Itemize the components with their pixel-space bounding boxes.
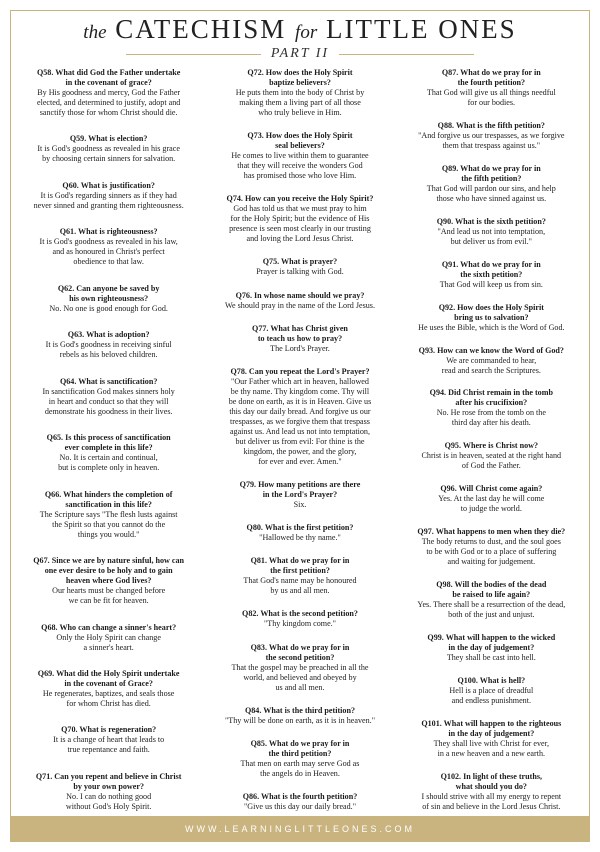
- catechism-item: [401, 68, 582, 108]
- answer-text: We are commanded to hear, read and search the Scriptures.: [441, 355, 541, 375]
- catechism-item: [401, 260, 582, 290]
- question-text: Q82. What is the second petition?: [242, 609, 358, 619]
- catechism-item: [18, 377, 199, 417]
- catechism-item: [401, 633, 582, 663]
- question-text: Q84. What is the third petition?: [244, 705, 355, 715]
- column-1: [18, 68, 199, 812]
- catechism-item: [401, 527, 582, 567]
- title-prefix: the: [83, 22, 107, 43]
- question-text: Q59. What is election?: [69, 134, 148, 144]
- question-text: Q61. What is righteousness?: [59, 227, 158, 237]
- catechism-item: [18, 556, 199, 606]
- answer-text: That God will give us all things needful for our bodies.: [426, 88, 556, 107]
- question-text: Q93. How can we know the Word of God?: [418, 345, 564, 355]
- answer-text: That men on earth may serve God as the angels do in Heaven.: [240, 758, 360, 778]
- catechism-item: [18, 669, 199, 709]
- catechism-item: [209, 257, 390, 277]
- question-text: Q101. What will happen to the righteous in the day of judgement?: [421, 718, 562, 738]
- answer-text: "Thy will be done on earth, as it is in heaven.": [224, 715, 375, 725]
- question-text: Q99. What will happen to the wicked in the day of judgement?: [427, 633, 556, 653]
- title-mid: for: [295, 22, 318, 43]
- question-text: Q96. Will Christ come again?: [440, 484, 543, 494]
- answer-text: It is God's goodness as revealed in his grace by choosing certain sinners for salvation.: [37, 144, 180, 164]
- answer-text: It is a change of heart that leads to true repentance and faith.: [53, 735, 165, 755]
- answer-text: It is God's goodness in receiving sinful rebels as his beloved children.: [45, 340, 172, 360]
- question-text: Q60. What is justification?: [62, 180, 155, 190]
- answer-text: That God will pardon our sins, and help those who have sinned against us.: [426, 183, 556, 203]
- answer-text: That God will keep us from sin.: [439, 279, 543, 289]
- answer-text: Yes. At the last day he will come to judge the world.: [438, 494, 545, 514]
- question-text: Q58. What did God the Father undertake in the covenant of grace?: [36, 68, 181, 87]
- answer-text: They shall be cast into hell.: [446, 653, 536, 663]
- answer-text: Hell is a place of dreadful and endless punishment.: [449, 685, 534, 705]
- catechism-item: [401, 164, 582, 204]
- answer-text: "And forgive us our trespasses, as we forgive them that trespass against us.": [418, 130, 565, 150]
- question-text: Q69. What did the Holy Spirit undertake in the covenant of Grace?: [37, 668, 180, 688]
- catechism-item: [209, 523, 390, 543]
- question-text: Q97. What happens to men when they die?: [417, 527, 566, 537]
- question-text: Q94. Did Christ remain in the tomb after his crucifixion?: [429, 388, 553, 408]
- catechism-item: [209, 643, 390, 693]
- catechism-item: [18, 433, 199, 473]
- answer-text: That the gospel may be preached in all the world, and believed and obeyed by us and all men.: [231, 662, 369, 692]
- answer-text: He uses the Bible, which is the Word of God.: [418, 322, 565, 332]
- catechism-columns: [18, 68, 582, 812]
- catechism-item: [18, 490, 199, 540]
- column-3: [401, 68, 582, 812]
- answer-text: No. It is certain and continual, but is complete only in heaven.: [58, 453, 160, 473]
- column-2: [209, 68, 390, 812]
- answer-text: The Lord's Prayer.: [270, 343, 330, 353]
- question-text: Q78. Can you repeat the Lord's Prayer?: [230, 366, 370, 376]
- question-text: Q66. What hinders the completion of sanctification in this life?: [44, 489, 173, 509]
- catechism-item: [18, 227, 199, 267]
- page-header: [0, 14, 600, 62]
- question-text: Q72. How does the Holy Spirit baptize believers?: [247, 68, 353, 87]
- catechism-item: [18, 68, 199, 118]
- answer-text: That God's name may be honoured by us and all men.: [243, 576, 357, 596]
- answer-text: By His goodness and mercy, God the Father elected, and determined to justify, adopt and sanctify those for whom Christ should die.: [37, 88, 181, 117]
- catechism-item: [18, 284, 199, 314]
- question-text: Q67. Since we are by nature sinful, how can one ever desire to be holy and to gain heaven where God lives?: [33, 556, 185, 586]
- question-text: Q90. What is the sixth petition?: [436, 216, 546, 226]
- question-text: Q100. What is hell?: [457, 675, 526, 685]
- catechism-item: [209, 68, 390, 118]
- page-subtitle: PART II: [270, 46, 330, 61]
- catechism-item: [18, 134, 199, 164]
- catechism-item: [209, 291, 390, 311]
- catechism-item: [401, 121, 582, 151]
- question-text: Q74. How can you receive the Holy Spirit?: [226, 194, 374, 204]
- footer-url[interactable]: WWW.LEARNINGLITTLEONES.COM: [184, 824, 415, 834]
- catechism-item: [209, 706, 390, 726]
- question-text: Q65. Is this process of sanctification ever complete in this life?: [46, 433, 171, 453]
- answer-text: Yes. There shall be a resurrection of the dead, both of the just and unjust.: [417, 600, 566, 620]
- question-text: Q73. How does the Holy Spirit seal believers?: [247, 131, 353, 151]
- question-text: Q95. Where is Christ now?: [444, 441, 539, 451]
- catechism-item: [18, 772, 199, 812]
- answer-text: Our hearts must be changed before we can be fit for heaven.: [52, 586, 166, 606]
- answer-text: I should strive with all my energy to repent of sin and believe in the Lord Jesus Christ.: [421, 791, 562, 811]
- question-text: Q92. How does the Holy Spirit bring us to salvation?: [438, 302, 544, 322]
- answer-text: The body returns to dust, and the soul goes to be with God or to a place of suffering and waiting for judgement.: [421, 537, 561, 567]
- catechism-item: [209, 480, 390, 510]
- catechism-item: [401, 217, 582, 247]
- answer-text: Six.: [293, 499, 307, 509]
- question-text: Q80. What is the first petition?: [246, 523, 354, 533]
- answer-text: Christ is in heaven, seated at the right hand of God the Father.: [421, 451, 562, 471]
- catechism-item: [209, 324, 390, 354]
- question-text: Q87. What do we pray for in the fourth petition?: [441, 68, 541, 87]
- catechism-item: [18, 623, 199, 653]
- answer-text: It is God's regarding sinners as if they had never sinned and granting them righteousness.: [33, 190, 184, 210]
- catechism-item: [401, 580, 582, 620]
- answer-text: They shall live with Christ for ever, in a new heaven and a new earth.: [433, 738, 550, 758]
- answer-text: God has told us that we must pray to him for the Holy Spirit; but the evidence of His presence is seen most clearly in our trusting and loving the Lord Jesus Christ.: [229, 204, 371, 244]
- catechism-item: [401, 772, 582, 812]
- answer-text: Only the Holy Spirit can change a sinner's heart.: [56, 632, 161, 652]
- answer-text: We should pray in the name of the Lord Jesus.: [225, 300, 375, 310]
- answer-text: It is God's goodness as revealed in his law, and as honoured in Christ's perfect obedience to that law.: [39, 237, 178, 267]
- catechism-item: [209, 367, 390, 467]
- question-text: Q64. What is sanctification?: [59, 376, 158, 386]
- subtitle-rule-left: [126, 54, 261, 55]
- catechism-item: [209, 131, 390, 181]
- question-text: Q79. How many petitions are there in the Lord's Prayer?: [239, 479, 361, 499]
- question-text: Q76. In whose name should we pray?: [235, 290, 365, 300]
- question-text: Q83. What do we pray for in the second petition?: [250, 642, 350, 662]
- question-text: Q98. Will the bodies of the dead be raised to life again?: [436, 580, 547, 600]
- answer-text: No. He rose from the tomb on the third day after his death.: [436, 408, 546, 428]
- answer-text: He puts them into the body of Christ by making them a living part of all those who truly believe in Him.: [235, 88, 365, 117]
- title-word-little-ones: LITTLE ONES: [325, 14, 517, 44]
- catechism-item: [209, 739, 390, 779]
- question-text: Q91. What do we pray for in the sixth petition?: [441, 259, 541, 279]
- answer-text: He regenerates, baptizes, and seals those for whom Christ has died.: [42, 688, 175, 708]
- question-text: Q77. What has Christ given to teach us how to pray?: [252, 323, 348, 343]
- catechism-item: [401, 388, 582, 428]
- question-text: Q81. What do we pray for in the first petition?: [250, 556, 350, 576]
- question-text: Q75. What is prayer?: [262, 257, 338, 267]
- catechism-item: [401, 303, 582, 333]
- question-text: Q68. Who can change a sinner's heart?: [41, 622, 177, 632]
- answer-text: He comes to live within them to guarantee that they will receive the wonders God has promised those who love Him.: [231, 151, 369, 181]
- catechism-item: [209, 194, 390, 244]
- catechism-item: [18, 330, 199, 360]
- catechism-item: [401, 676, 582, 706]
- question-text: Q85. What do we pray for in the third petition?: [250, 738, 350, 758]
- answer-text: In sanctification God makes sinners holy in heart and conduct so that they will demonstrate his goodness in their lives.: [42, 386, 175, 416]
- question-text: Q88. What is the fifth petition?: [437, 120, 545, 130]
- catechism-item: [209, 556, 390, 596]
- answer-text: Prayer is talking with God.: [256, 267, 344, 277]
- question-text: Q89. What do we pray for in the fifth petition?: [441, 163, 541, 183]
- question-text: Q102. In light of these truths, what should you do?: [440, 771, 543, 791]
- catechism-item: [209, 609, 390, 629]
- question-text: Q62. Can anyone be saved by his own righteousness?: [57, 283, 160, 303]
- question-text: Q63. What is adoption?: [67, 330, 150, 340]
- answer-text: "And lead us not into temptation, but deliver us from evil.": [437, 226, 546, 246]
- question-text: Q70. What is regeneration?: [61, 725, 157, 735]
- catechism-item: [209, 792, 390, 812]
- page-title: [0, 14, 600, 45]
- answer-text: The Scripture says "The flesh lusts against the Spirit so that you cannot do the things you would.": [39, 509, 178, 539]
- answer-text: "Hallowed be thy name.": [259, 533, 341, 543]
- answer-text: No. No one is good enough for God.: [49, 303, 168, 313]
- catechism-item: [401, 484, 582, 514]
- answer-text: "Thy kingdom come.": [263, 619, 336, 629]
- answer-text: "Give us this day our daily bread.": [243, 801, 356, 811]
- catechism-item: [18, 725, 199, 755]
- question-text: Q71. Can you repent and believe in Christ by your own power?: [35, 771, 182, 791]
- answer-text: No. I can do nothing good without God's Holy Spirit.: [65, 791, 152, 811]
- catechism-item: [18, 181, 199, 211]
- subtitle-rule-right: [339, 54, 474, 55]
- subtitle-row: [0, 46, 600, 62]
- catechism-item: [401, 441, 582, 471]
- footer-bar: [10, 816, 590, 842]
- catechism-item: [401, 346, 582, 376]
- answer-text: "Our Father which art in heaven, hallowed be thy name. Thy kingdom come. Thy will be done on earth, as it is in Heaven. Give us this day our daily bread. And forgive us our trespasses, as we forgive them that trespass against us. And lead us not into temptation, but deliver us from evil: For thine is the kingdom, the power, and the glory, for ever and ever. Amen.": [228, 376, 372, 466]
- title-word-catechism: CATECHISM: [115, 14, 287, 44]
- question-text: Q86. What is the fourth petition?: [242, 791, 358, 801]
- catechism-item: [401, 719, 582, 759]
